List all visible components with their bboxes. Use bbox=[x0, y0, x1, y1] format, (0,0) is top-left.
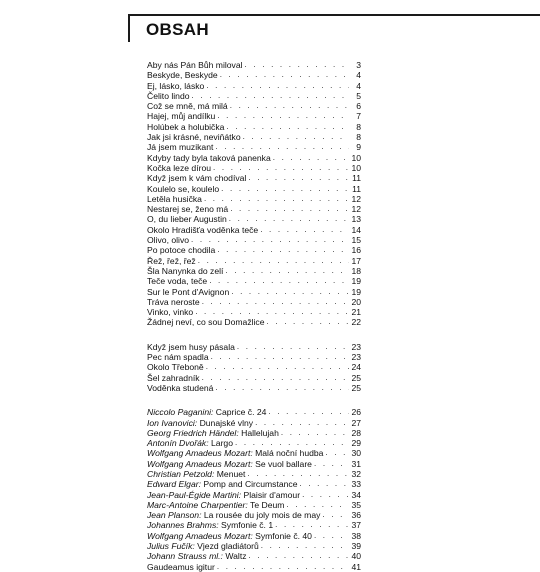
toc-leader-dots bbox=[217, 562, 349, 572]
toc-entry bbox=[147, 194, 361, 204]
toc-entry-composer: Niccolo Paganini: bbox=[147, 407, 214, 418]
toc-entry-name: Dunajské vlny bbox=[199, 417, 254, 428]
toc-leader-dots bbox=[213, 163, 349, 173]
toc-leader-dots bbox=[230, 101, 349, 111]
toc-entry-name: Koulelo se, koulelo bbox=[147, 183, 220, 194]
toc-entry-name: Letěla husička bbox=[147, 193, 202, 204]
toc-leader-dots bbox=[302, 490, 349, 500]
toc-page-number: 34 bbox=[351, 489, 361, 500]
toc-page-number: 33 bbox=[351, 479, 361, 490]
toc-entry-composer: Christian Petzold: bbox=[147, 468, 215, 479]
toc-entry-title bbox=[147, 214, 227, 224]
toc-entry-composer: Julius Fučík: bbox=[147, 541, 195, 552]
toc-page-number: 29 bbox=[351, 438, 361, 449]
toc-section bbox=[147, 60, 361, 328]
toc-entry-name: Te Deum bbox=[250, 499, 285, 510]
toc-leader-dots bbox=[247, 469, 349, 479]
toc-leader-dots bbox=[202, 373, 349, 383]
toc-entry-name: Symfonie č. 40 bbox=[255, 530, 312, 541]
toc-entry-name: Žádnej neví, co sou Domažlice bbox=[147, 317, 265, 328]
toc-entry-name: Hajej, můj andílku bbox=[147, 111, 216, 122]
toc-entry-title bbox=[147, 407, 266, 417]
toc-entry-name: Aby nás Pán Bůh miloval bbox=[147, 60, 243, 70]
toc-entry bbox=[147, 91, 361, 101]
toc-leader-dots bbox=[273, 153, 349, 163]
toc-leader-dots bbox=[268, 407, 349, 417]
toc-entry-title bbox=[147, 122, 224, 132]
toc-entry-title bbox=[147, 352, 209, 362]
toc-entry-name: Hallelujah bbox=[241, 427, 279, 438]
toc-entry bbox=[147, 122, 361, 132]
toc-entry-title bbox=[147, 163, 211, 173]
toc-entry bbox=[147, 383, 361, 393]
toc-leader-dots bbox=[217, 245, 349, 255]
toc-entry bbox=[147, 373, 361, 383]
toc-leader-dots bbox=[275, 520, 349, 530]
toc-entry-name: Vjezd gladiátorů bbox=[197, 541, 259, 552]
toc-leader-dots bbox=[261, 541, 349, 551]
page-title: OBSAH bbox=[146, 20, 209, 39]
toc-entry bbox=[147, 551, 361, 561]
toc-page-number: 31 bbox=[351, 458, 361, 469]
toc-entry-name: Řež, řež, řež bbox=[147, 255, 196, 266]
toc-entry-title bbox=[147, 541, 259, 551]
toc-entry bbox=[147, 153, 361, 163]
toc-page-number: 10 bbox=[351, 162, 361, 173]
toc-leader-dots bbox=[314, 459, 349, 469]
toc-entry-composer: Jean-Paul-Égide Martini: bbox=[147, 489, 242, 500]
toc-page-number: 4 bbox=[356, 70, 361, 81]
toc-page-number: 11 bbox=[352, 183, 361, 194]
toc-entry-title bbox=[147, 194, 202, 204]
toc-entry-name: Se vuol ballare bbox=[255, 458, 312, 469]
toc-entry-name: Olivo, olivo bbox=[147, 235, 190, 246]
toc-entry-name: Waltz bbox=[225, 551, 247, 562]
toc-leader-dots bbox=[226, 122, 349, 132]
toc-page-number: 20 bbox=[351, 296, 361, 307]
toc-entry-title bbox=[147, 479, 297, 489]
toc-entry-name: Beskyde, Beskyde bbox=[147, 70, 218, 81]
toc-entry-title bbox=[147, 551, 247, 561]
toc-page-number: 22 bbox=[351, 317, 361, 328]
toc-entry bbox=[147, 407, 361, 417]
toc-page-number: 19 bbox=[351, 276, 361, 287]
toc-entry bbox=[147, 307, 361, 317]
toc-entry-title bbox=[147, 276, 207, 286]
toc-leader-dots bbox=[195, 307, 349, 317]
toc-section bbox=[147, 407, 361, 572]
toc-leader-dots bbox=[281, 428, 349, 438]
toc-entry-title bbox=[147, 91, 190, 101]
toc-entry bbox=[147, 459, 361, 469]
toc-entry-name: Ej, lásko, lásko bbox=[147, 80, 205, 91]
toc-page-number: 27 bbox=[351, 417, 361, 428]
toc-page-number: 30 bbox=[351, 448, 361, 459]
toc-entry-title bbox=[147, 297, 200, 307]
toc-leader-dots bbox=[243, 132, 349, 142]
toc-entry bbox=[147, 297, 361, 307]
toc-page-number: 25 bbox=[351, 372, 361, 383]
toc-entry-name: Po potoce chodila bbox=[147, 245, 216, 256]
toc-entry-name: Teče voda, teče bbox=[147, 276, 208, 287]
toc-page-number: 9 bbox=[356, 142, 361, 153]
toc-page-number: 15 bbox=[351, 235, 361, 246]
toc-leader-dots bbox=[217, 111, 349, 121]
toc-leader-dots bbox=[192, 91, 349, 101]
toc-entry-title bbox=[147, 448, 323, 458]
toc-leader-dots bbox=[225, 266, 349, 276]
toc-page-number: 6 bbox=[356, 101, 361, 112]
toc-page-number: 24 bbox=[351, 362, 361, 373]
toc-entry bbox=[147, 490, 361, 500]
toc-entry-name: Nestarej se, ženo má bbox=[147, 204, 229, 215]
toc-leader-dots bbox=[286, 500, 349, 510]
toc-entry-name: Tráva neroste bbox=[147, 296, 200, 307]
toc-page-number: 37 bbox=[351, 520, 361, 531]
toc-entry bbox=[147, 111, 361, 121]
toc-entry-title bbox=[147, 256, 196, 266]
toc-entry-name: Holúbek a holubička bbox=[147, 121, 225, 132]
header-rule-vertical bbox=[128, 14, 130, 42]
toc-page-number: 7 bbox=[356, 111, 361, 122]
toc-entry-composer: Antonín Dvořák: bbox=[147, 438, 209, 449]
toc-leader-dots bbox=[231, 287, 349, 297]
table-of-contents bbox=[147, 60, 361, 572]
toc-section bbox=[147, 342, 361, 393]
toc-entry-title bbox=[147, 490, 300, 500]
toc-leader-dots bbox=[299, 479, 349, 489]
toc-entry-title bbox=[147, 184, 219, 194]
toc-leader-dots bbox=[229, 214, 349, 224]
toc-leader-dots bbox=[230, 204, 349, 214]
toc-entry bbox=[147, 352, 361, 362]
toc-entry-name: Čelito lindo bbox=[147, 90, 190, 101]
toc-entry-title bbox=[147, 235, 189, 245]
toc-leader-dots bbox=[209, 276, 349, 286]
toc-entry bbox=[147, 60, 361, 70]
toc-leader-dots bbox=[215, 142, 349, 152]
toc-entry-composer: Johann Strauss ml.: bbox=[147, 551, 223, 562]
toc-page-number: 4 bbox=[356, 80, 361, 91]
toc-entry-composer: Jean Planson: bbox=[147, 510, 202, 521]
toc-entry-name: La rousée du joly mois de may bbox=[203, 510, 321, 521]
toc-page-number: 25 bbox=[351, 382, 361, 393]
toc-entry-title bbox=[147, 204, 228, 214]
toc-entry-title bbox=[147, 428, 279, 438]
toc-page-number: 26 bbox=[351, 407, 361, 418]
toc-leader-dots bbox=[204, 194, 349, 204]
toc-entry bbox=[147, 204, 361, 214]
toc-entry-title bbox=[147, 111, 215, 121]
toc-entry bbox=[147, 256, 361, 266]
toc-leader-dots bbox=[202, 297, 349, 307]
toc-page-number: 5 bbox=[356, 90, 361, 101]
toc-entry-composer: Wolfgang Amadeus Mozart: bbox=[147, 448, 253, 459]
toc-entry-name: Voděnka studená bbox=[147, 382, 214, 393]
toc-entry-title bbox=[147, 438, 233, 448]
toc-entry bbox=[147, 266, 361, 276]
toc-page-number: 3 bbox=[356, 60, 361, 70]
toc-entry bbox=[147, 245, 361, 255]
toc-entry-name: O, du lieber Augustin bbox=[147, 214, 227, 225]
toc-leader-dots bbox=[245, 60, 349, 70]
toc-leader-dots bbox=[235, 438, 349, 448]
toc-entry bbox=[147, 541, 361, 551]
toc-entry-title bbox=[147, 225, 258, 235]
toc-entry-title bbox=[147, 142, 213, 152]
toc-page-number: 11 bbox=[352, 173, 361, 184]
toc-entry-title bbox=[147, 469, 245, 479]
toc-entry-title bbox=[147, 562, 215, 572]
toc-entry bbox=[147, 173, 361, 183]
toc-page-number: 8 bbox=[356, 132, 361, 143]
toc-page-number: 8 bbox=[356, 121, 361, 132]
toc-entry-title bbox=[147, 70, 218, 80]
toc-page-number: 28 bbox=[351, 427, 361, 438]
toc-entry-title bbox=[147, 362, 204, 372]
toc-leader-dots bbox=[206, 81, 349, 91]
toc-entry-name: Já jsem muzikant bbox=[147, 142, 214, 153]
toc-page-number: 39 bbox=[351, 541, 361, 552]
toc-leader-dots bbox=[220, 70, 349, 80]
toc-page-number: 38 bbox=[351, 530, 361, 541]
toc-page-number: 13 bbox=[351, 214, 361, 225]
toc-entry bbox=[147, 214, 361, 224]
toc-page-number: 16 bbox=[351, 245, 361, 256]
toc-page-number: 41 bbox=[351, 561, 361, 572]
toc-entry-title bbox=[147, 418, 253, 428]
toc-leader-dots bbox=[248, 173, 349, 183]
toc-entry-title bbox=[147, 510, 320, 520]
toc-entry bbox=[147, 235, 361, 245]
toc-page-number: 18 bbox=[351, 265, 361, 276]
toc-page-number: 12 bbox=[351, 193, 361, 204]
toc-entry-name: Plaisir d'amour bbox=[243, 489, 301, 500]
toc-entry bbox=[147, 287, 361, 297]
toc-entry-title bbox=[147, 383, 213, 393]
toc-leader-dots bbox=[325, 448, 349, 458]
toc-entry-title bbox=[147, 342, 235, 352]
toc-entry bbox=[147, 362, 361, 372]
toc-entry-composer: Marc-Antoine Charpentier: bbox=[147, 499, 248, 510]
toc-page-number: 40 bbox=[351, 551, 361, 562]
toc-entry bbox=[147, 500, 361, 510]
toc-entry bbox=[147, 469, 361, 479]
toc-entry bbox=[147, 418, 361, 428]
toc-entry-name: Šla Nanynka do zelí bbox=[147, 265, 224, 276]
toc-entry-title bbox=[147, 101, 228, 111]
toc-page-number: 14 bbox=[351, 224, 361, 235]
toc-entry-name: Pomp and Circumstance bbox=[203, 479, 298, 490]
toc-leader-dots bbox=[191, 235, 349, 245]
toc-entry-name: Když jsem k vám chodíval bbox=[147, 173, 247, 184]
toc-entry-composer: Johannes Brahms: bbox=[147, 520, 219, 531]
toc-entry-name: Symfonie č. 1 bbox=[221, 520, 274, 531]
toc-leader-dots bbox=[249, 551, 349, 561]
toc-entry bbox=[147, 479, 361, 489]
toc-page-number: 12 bbox=[351, 204, 361, 215]
toc-leader-dots bbox=[211, 352, 349, 362]
toc-entry bbox=[147, 448, 361, 458]
toc-page-number: 17 bbox=[351, 255, 361, 266]
toc-entry-title bbox=[147, 266, 223, 276]
toc-entry bbox=[147, 438, 361, 448]
toc-entry bbox=[147, 132, 361, 142]
toc-entry bbox=[147, 225, 361, 235]
toc-leader-dots bbox=[255, 418, 349, 428]
toc-leader-dots bbox=[206, 362, 349, 372]
toc-page-number: 21 bbox=[351, 307, 361, 318]
toc-page-number: 19 bbox=[351, 286, 361, 297]
toc-entry-title bbox=[147, 245, 215, 255]
toc-entry-name: Když jsem husy pásala bbox=[147, 341, 235, 352]
toc-entry bbox=[147, 142, 361, 152]
toc-entry-title bbox=[147, 500, 284, 510]
toc-entry-title bbox=[147, 307, 193, 317]
toc-entry-composer: Wolfgang Amadeus Mozart: bbox=[147, 530, 253, 541]
toc-entry bbox=[147, 163, 361, 173]
toc-entry-name: Okolo Hradišťa voděnka teče bbox=[147, 224, 259, 235]
toc-entry bbox=[147, 562, 361, 572]
toc-entry bbox=[147, 184, 361, 194]
toc-entry-title bbox=[147, 132, 241, 142]
toc-entry-composer: Ion Ivanovici: bbox=[147, 417, 198, 428]
toc-entry-name: Sur le Pont d'Avignon bbox=[147, 286, 230, 297]
toc-page-number: 32 bbox=[351, 468, 361, 479]
header-rule-horizontal bbox=[128, 14, 540, 16]
toc-entry bbox=[147, 101, 361, 111]
toc-entry-title bbox=[147, 60, 243, 70]
toc-leader-dots bbox=[260, 225, 349, 235]
toc-page-number: 10 bbox=[351, 152, 361, 163]
toc-entry bbox=[147, 510, 361, 520]
toc-entry-name: Menuet bbox=[216, 468, 246, 479]
toc-entry-title bbox=[147, 173, 246, 183]
toc-entry bbox=[147, 317, 361, 327]
toc-entry-name: Kdyby tady byla taková panenka bbox=[147, 152, 271, 163]
toc-entry bbox=[147, 520, 361, 530]
toc-entry-name: Gaudeamus igitur bbox=[147, 561, 215, 572]
toc-entry-name: Kočka leze dírou bbox=[147, 162, 212, 173]
toc-leader-dots bbox=[215, 383, 349, 393]
toc-page-number: 35 bbox=[351, 499, 361, 510]
toc-entry-name: Largo bbox=[211, 438, 233, 449]
toc-entry-title bbox=[147, 459, 312, 469]
toc-leader-dots bbox=[198, 256, 349, 266]
toc-entry bbox=[147, 81, 361, 91]
toc-leader-dots bbox=[221, 184, 349, 194]
toc-entry bbox=[147, 70, 361, 80]
toc-entry-title bbox=[147, 520, 273, 530]
toc-page-number: 23 bbox=[351, 341, 361, 352]
toc-entry-name: Vinko, vinko bbox=[147, 307, 194, 318]
toc-entry-name: Jak jsi krásné, neviňátko bbox=[147, 132, 241, 143]
toc-entry-composer: Edward Elgar: bbox=[147, 479, 201, 490]
toc-entry-title bbox=[147, 373, 200, 383]
toc-leader-dots bbox=[322, 510, 349, 520]
toc-entry-title bbox=[147, 317, 265, 327]
toc-entry-composer: Georg Friedrich Händel: bbox=[147, 427, 239, 438]
toc-entry-title bbox=[147, 153, 271, 163]
toc-entry-title bbox=[147, 287, 229, 297]
toc-entry-name: Caprice č. 24 bbox=[215, 407, 267, 418]
toc-page-number: 23 bbox=[351, 352, 361, 363]
toc-entry-name: Okolo Třeboně bbox=[147, 362, 204, 373]
toc-entry-name: Což se mně, má milá bbox=[147, 101, 228, 112]
toc-entry-name: Šel zahradník bbox=[147, 372, 200, 383]
toc-entry bbox=[147, 342, 361, 352]
toc-leader-dots bbox=[267, 317, 349, 327]
toc-entry bbox=[147, 276, 361, 286]
toc-entry-name: Malá noční hudba bbox=[255, 448, 324, 459]
toc-leader-dots bbox=[237, 342, 349, 352]
toc-entry-composer: Wolfgang Amadeus Mozart: bbox=[147, 458, 253, 469]
toc-entry-title bbox=[147, 81, 204, 91]
toc-page-number: 36 bbox=[351, 510, 361, 521]
toc-entry bbox=[147, 428, 361, 438]
toc-entry-name: Pec nám spadla bbox=[147, 352, 209, 363]
